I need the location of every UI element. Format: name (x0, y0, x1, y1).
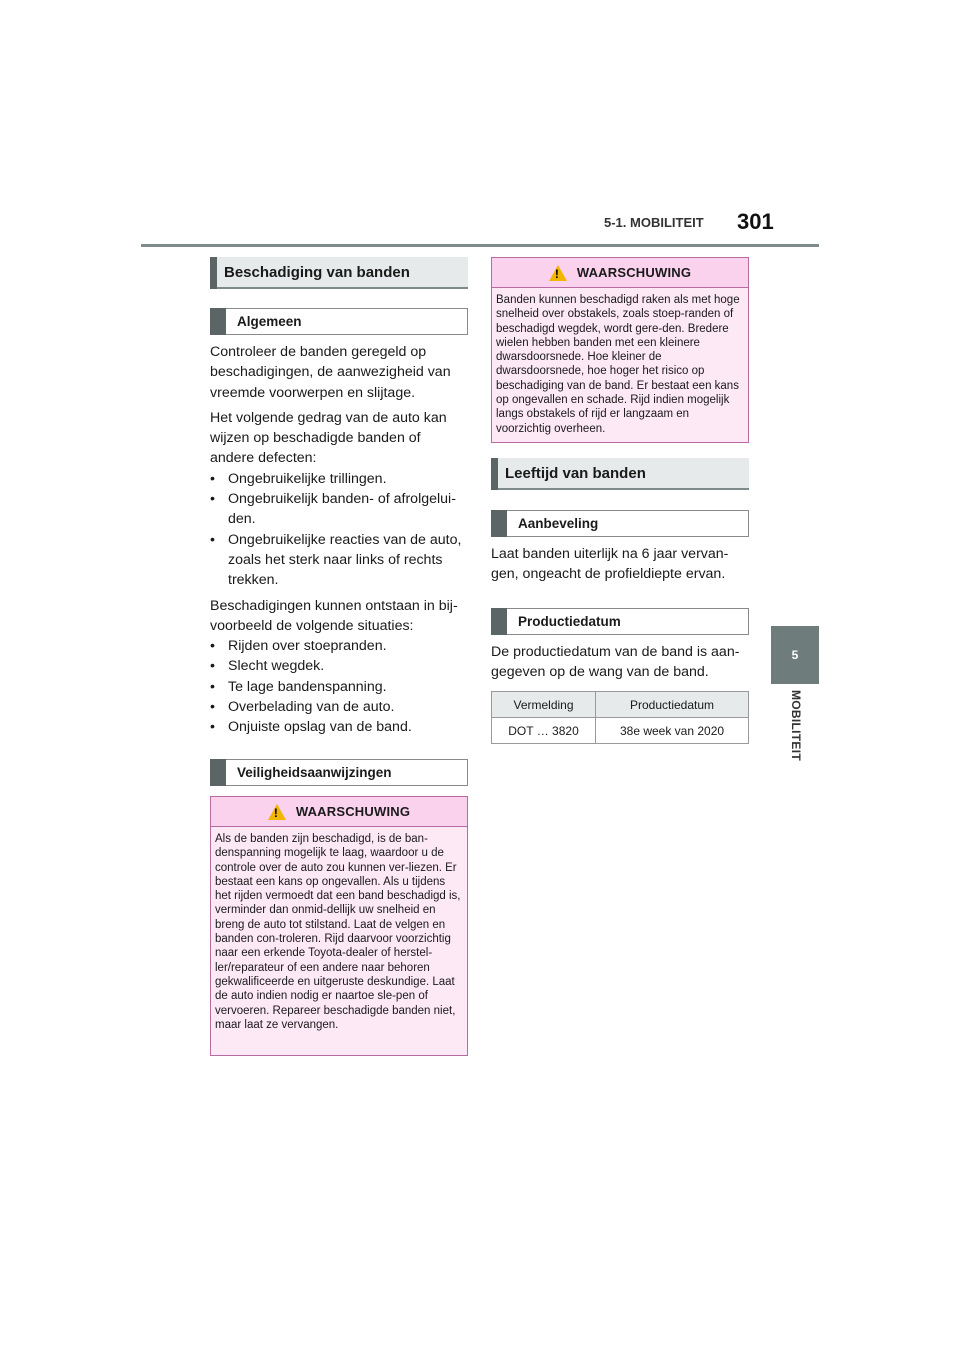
paragraph: Beschadigingen kunnen ontstaan in bij-voorbeeld de volgende situaties: (210, 597, 458, 634)
list-item: • Slecht wegdek. (210, 656, 468, 676)
list-item: • Rijden over stoepranden. (210, 636, 468, 656)
header-rule (141, 244, 819, 247)
list-item: • Ongebruikelijke trillingen. (210, 469, 468, 489)
table-header-row (492, 692, 749, 718)
list-item: • Ongebruikelijk banden- of afrolgelui-den. (210, 489, 468, 530)
section-title-tire-damage (210, 257, 468, 289)
page-number: 301 (737, 209, 774, 234)
warning-label: WAARSCHUWING (295, 804, 411, 819)
production-date-table (491, 691, 749, 744)
warning-box-right (491, 257, 749, 443)
table-cell: 38e week van 2020 (596, 718, 749, 744)
paragraph: Controleer de banden geregeld op beschadigingen, de aanwezigheid van vreemde voorwerpen en slijtage. (210, 344, 451, 401)
paragraph-production-date (491, 642, 749, 683)
subheading-safety (210, 759, 468, 786)
chapter-tab-label-text: MOBILITEIT (789, 690, 803, 761)
subheading-text: Aanbeveling (518, 516, 599, 531)
warning-triangle-icon (549, 265, 567, 281)
warning-label: WAARSCHUWING (576, 265, 692, 280)
paragraph: De productiedatum van de band is aan-gegeven op de wang van de band. (491, 644, 740, 681)
warning-header (211, 797, 467, 827)
subheading-text: Veiligheidsaanwijzingen (237, 765, 392, 780)
list-item: • Overbelading van de auto. (210, 697, 468, 717)
section-header: 5-1. MOBILITEIT (604, 215, 704, 230)
subheading-production-date (491, 608, 749, 635)
subheading-text: Productiedatum (518, 614, 621, 629)
list-item: • Onjuiste opslag van de band. (210, 717, 468, 737)
chapter-tab-number: 5 (771, 626, 819, 684)
subheading-recommendation (491, 510, 749, 537)
cause-list (210, 636, 468, 737)
list-item: • Ongebruikelijke reacties van de auto, zoals het sterk naar links of rechts trekken. (210, 530, 468, 591)
warning-box-left (210, 796, 468, 1056)
paragraph: Laat banden uiterlijk na 6 jaar vervan-gen, ongeacht de profieldiepte ervan. (491, 546, 729, 583)
section-title-text: Beschadiging van banden (224, 263, 410, 281)
section-title-text: Leeftijd van banden (505, 464, 646, 482)
subheading-text: Algemeen (237, 314, 302, 329)
paragraph-recommendation (491, 544, 749, 585)
section-title-tire-age (491, 458, 749, 490)
table-row (492, 718, 749, 744)
table-header-cell: Vermelding (492, 692, 596, 718)
left-body (210, 342, 468, 738)
table-cell: DOT … 3820 (492, 718, 596, 744)
warning-text: Banden kunnen beschadigd raken als met hoge snelheid over obstakels, zoals stoep-randen of beschadigd wegdek, wordt gere-den. Bredere wielen hebben banden met een kleinere dwarsdoorsnede. Hoe kleiner de dwarsdoorsnede, hoe hoger het risico op beschadiging van de band. Er bestaat een kans op ongevallen en schade. Rijd indien mogelijk langs obstakels of rijd er langzaam en voorzichtig overheen. (496, 294, 740, 435)
warning-text: Als de banden zijn beschadigd, is de ban-denspanning mogelijk te laag, waardoor u de controle over de auto zou kunnen ver-liezen. Er bestaat een kans op ongevallen. Als u tijdens het rijden vermoedt dat een band beschadigd is, verminder dan onmid-dellijk uw snelheid en breng de auto tot stilstand. Laat de velgen en banden con-troleren. Rijd daarvoor voorzichtig naar een erkende Toyota-dealer of herstel-ler/reparateur of een andere naar behoren gekwalificeerde en uitgeruste deskundige. Laat de auto indien nodig er naartoe sle-pen of vervoeren. Repareer beschadigde banden niet, maar laat ze vervangen. (215, 833, 461, 1031)
list-item: • Te lage bandenspanning. (210, 677, 468, 697)
warning-triangle-icon (268, 804, 286, 820)
subheading-general (210, 308, 468, 335)
warning-header (492, 258, 748, 288)
paragraph: Het volgende gedrag van de auto kan wijzen op beschadigde banden of andere defecten: (210, 409, 447, 467)
chapter-tab-label (784, 690, 808, 780)
symptom-list (210, 469, 468, 591)
table-header-cell: Productiedatum (596, 692, 749, 718)
